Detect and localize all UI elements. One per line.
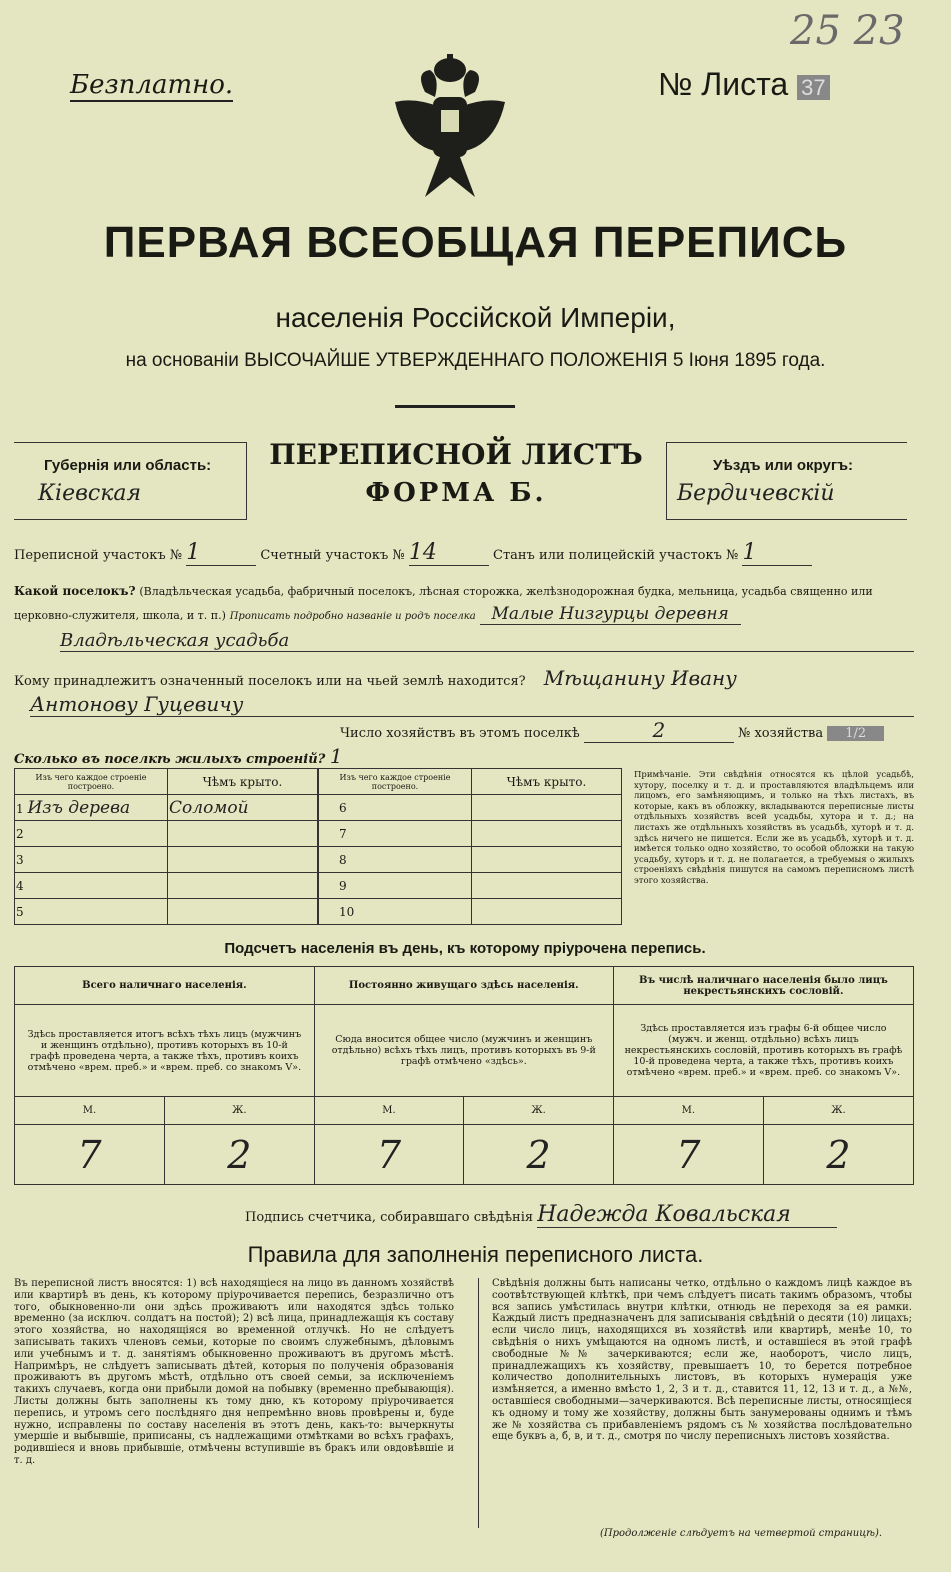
buildings-note: Примѣчаніе. Эти свѣдѣнія относятся къ цѣлой усадьбѣ, хутору, поселку и т. д. и проставляются владѣльцемъ или лицомъ, его замѣняющимъ, и только на тѣхъ листахъ, въ которые, какъ въ обложку, вкладываются переписные листы отдѣльныхъ хозяйствъ всей усадьбы, хутора и т. д.; на листахъ же отдѣльныхъ хозяйствъ въ усадьбѣ, хуторѣ и т. д. здѣсь ничего не пишется. Если же въ усадьбѣ, хуторѣ и т. д. имѣется только одно хозяйство, то особой обложки на такую усадьбу, хуторъ и т. д. не полагается, а требуемыя о жилыхъ строеніяхъ свѣдѣнія пишутся на самомъ переписномъ листѣ этого хозяйства. [634, 770, 914, 886]
continued-note: (Продолженіе слѣдуетъ на четвертой страницѣ). [600, 1528, 883, 1539]
rules-left: Въ переписной листъ вносятся: 1) всѣ находящіеся на лицо въ данномъ хозяйствѣ или квартирѣ въ день, къ которому пріурочивается перепись, безразлично отъ того, обыкновенно-ли они здѣсь проживаютъ или находятся здѣсь только временно (за исключ. солдатъ на постой); 2) всѣ лица, принадлежащія къ составу этого хозяйства, но находящіяся во временной отлучкѣ. Но не слѣдуетъ записывать такихъ членовъ семьи, которые по своимъ служебнымъ, дѣловымъ или учебнымъ и т. д. занятіямъ обыкновенно проживаютъ въ другомъ мѣстѣ. Напримѣръ, не слѣдуетъ записывать дѣтей, которыя по полученія образованія проживаютъ въ другомъ мѣстѣ, отдѣльно отъ своей семьи, за исключеніемъ такихъ случаевъ, когда они прибыли домой на побывку (временно пребывающія). Листы должны быть заполнены къ тому дню, къ которому пріурочивается перепись, и утромъ сего послѣдняго дня непремѣнно вновь провѣрены и, буде нужно, исправлены по составу населенія въ этотъ день, какъ-то: вычеркнуты умершіе и выбывшіе, приписаны, съ надлежащими отмѣтками во всѣхъ графахъ, родившіеся и вновь прибывшіе, отмѣчены вступившіе въ бракъ или овдовѣвшіе и т. д. [14, 1278, 454, 1466]
sheet-number [658, 66, 830, 103]
stan-value: 1 [742, 540, 812, 566]
buildings-line [14, 744, 550, 769]
page-subtitle: населенія Россійской Имперіи, [275, 302, 676, 333]
settlement-value-2: Владѣльческая усадьба [60, 630, 914, 652]
table-row: 9 [319, 873, 622, 899]
col-a-head: Всего наличнаго населенія. [15, 967, 315, 1005]
settlement-question: Какой поселокъ? [14, 584, 136, 598]
free-label: Безплатно. [70, 70, 234, 100]
roof-cell: Соломой [168, 795, 318, 821]
table-row: 8 [319, 847, 622, 873]
table-row: 4 [15, 873, 318, 899]
count-title: Подсчетъ населенія въ день, къ которому пріурочена перепись. [224, 940, 706, 957]
basis-line: на основаніи ВЫСОЧАЙШЕ УТВЕРЖДЕННАГО ПОЛОЖЕНІЯ 5 Іюня 1895 года. [125, 350, 826, 371]
table-row: 6 [319, 795, 622, 821]
table-row: 5 [15, 899, 318, 925]
guberniya-box [14, 442, 247, 520]
rules-right: Свѣдѣнія должны быть написаны четко, отдѣльно о каждомъ лицѣ каждое въ соотвѣтствующей клѣткѣ, при чемъ слѣдуетъ писать такимъ образомъ, чтобы вся запись умѣстилась внутри клѣтки, отнюдь не переходя за ея рамки. Каждый листъ предназначенъ для записыванія свѣдѣній о десяти (10) лицахъ; если число лицъ, находящихся въ хозяйствѣ или квартирѣ, менѣе 10, то свѣдѣнія о нихъ умѣщаются на одномъ листѣ, и оставшіеся въ этой графѣ свободные №№ зачеркиваются; если же, наоборотъ, число лицъ, принадлежащихъ къ хозяйству, превышаетъ 10, то берется потребное количество дополнительныхъ листовъ, въ которыхъ нумерація уже измѣняется, а именно вмѣсто 1, 2, 3 и т. д., ставится 11, 12, 13 и т. д., а №№, оставшіеся свободными—зачеркиваются. Всѣ переписные листы, относящіеся къ одному и тому же хозяйству, должны быть занумерованы однимъ и тѣмъ же № хозяйства съ прибавленіемъ рядомъ съ № хозяйства послѣдовательно еще буквъ а, б, в, и т. д., смотря по числу переписныхъ листовъ хозяйства. [492, 1278, 912, 1443]
sheet-number-value: 37 [797, 75, 829, 100]
divider [395, 405, 515, 408]
page-title: ПЕРВАЯ ВСЕОБЩАЯ ПЕРЕПИСЬ [103, 218, 848, 267]
buildings-value: 1 [330, 744, 550, 769]
bld-col-material: Изъ чего каждое строеніе построено. [15, 769, 168, 795]
settlement-hint: (Владѣльческая усадьба, фабричный поселокъ, лѣсная сторожка, желѣзнодорожная будка, мельница, усадьба священно или церковно-служителя, школа, и т. п.) [14, 585, 873, 622]
bld-col-roof: Чѣмъ крыто. [168, 769, 318, 795]
uezd-box [666, 442, 907, 520]
count-table [14, 966, 914, 1185]
signature-label: Подпись счетчика, собиравшаго свѣдѣнія [245, 1210, 534, 1225]
m-header: М. [613, 1097, 763, 1125]
owner-value-2: Антонову Гуцевичу [30, 692, 914, 717]
count-cell: 2 [763, 1125, 913, 1185]
census-area-label: Переписной участокъ № [14, 548, 183, 563]
count-cell: 7 [613, 1125, 763, 1185]
rules-divider [478, 1278, 479, 1528]
guberniya-value: Кіевская [38, 481, 142, 506]
bld-col-roof-r: Чѣмъ крыто. [472, 769, 622, 795]
count-cell: 2 [464, 1125, 614, 1185]
buildings-table-right [318, 768, 622, 925]
bld-col-material-r: Изъ чего каждое строеніе построено. [319, 769, 472, 795]
count-cell: 7 [314, 1125, 464, 1185]
count-cell: 2 [164, 1125, 314, 1185]
signature-line [245, 1202, 837, 1228]
owner-question [14, 666, 914, 690]
buildings-table-left [14, 768, 318, 925]
double-headed-eagle-icon [385, 52, 515, 202]
uezd-value: Бердичевскій [677, 481, 835, 506]
stan-label: Станъ или полицейскій участокъ № [493, 548, 739, 563]
households-label: Число хозяйствъ въ этомъ поселкѣ [340, 726, 580, 741]
areas-line [14, 540, 914, 566]
table-row: 2 [15, 821, 318, 847]
col-c-text: Здѣсь проставляется изъ графы 6-й общее число (мужч. и женщ. отдѣльно) всѣхъ лицъ некрестьянскихъ сословій, противъ которыхъ въ графѣ 10-й проведена черта, а также тѣхъ, противъ коихъ отмѣчено «врем. преб.» и «врем. преб. со знакомъ V». [613, 1005, 913, 1097]
households-value: 2 [584, 718, 734, 743]
settlement-block [14, 580, 914, 628]
form-subtitle: ФОРМА Б. [365, 478, 547, 508]
table-row: 3 [15, 847, 318, 873]
m-header: М. [15, 1097, 165, 1125]
table-row: 1 Изъ дерева Соломой [15, 795, 318, 821]
census-area-value: 1 [186, 540, 256, 566]
settlement-instruction: Прописать подробно названіе и родъ поселка [229, 611, 476, 622]
uezd-label: Уѣздъ или округъ: [713, 457, 854, 474]
archive-number: 25 23 [790, 8, 905, 54]
signature-value: Надежда Ковальская [537, 1202, 837, 1228]
col-a-text: Здѣсь проставляется итогъ всѣхъ тѣхъ лицъ (мужчинъ и женщинъ отдѣльно), противъ которыхъ въ 10-й графѣ проведена черта, а также тѣхъ, противъ коихъ отмѣчено «врем. преб.» и «врем. преб. со знакомъ V». [15, 1005, 315, 1097]
table-row: 7 [319, 821, 622, 847]
material-cell: Изъ дерева [27, 797, 131, 818]
m-header: М. [314, 1097, 464, 1125]
f-header: Ж. [464, 1097, 614, 1125]
household-no-label: № хозяйства [738, 726, 824, 741]
settlement-value-1: Малые Низгурцы деревня [480, 604, 741, 625]
col-b-head: Постоянно живущаго здѣсь населенія. [314, 967, 613, 1005]
sheet-number-label: № Листа [658, 66, 789, 102]
buildings-question: Сколько въ поселкѣ жилыхъ строеній? [14, 752, 326, 767]
rules-title: Правила для заполненія переписного листа. [247, 1242, 704, 1267]
count-area-value: 14 [409, 540, 489, 566]
col-c-head: Въ числѣ наличнаго населенія было лицъ некрестьянскихъ сословій. [613, 967, 913, 1005]
col-b-text: Сюда вносится общее число (мужчинъ и женщинъ отдѣльно) всѣхъ тѣхъ лицъ, противъ которыхъ въ 9-й графѣ отмѣчено «здѣсь». [314, 1005, 613, 1097]
household-no-value: 1/2 [827, 726, 884, 741]
households-line [340, 718, 914, 743]
f-header: Ж. [763, 1097, 913, 1125]
owner-question-text: Кому принадлежитъ означенный поселокъ или на чьей землѣ находится? [14, 674, 526, 689]
table-row: 10 [319, 899, 622, 925]
count-cell: 7 [15, 1125, 165, 1185]
count-area-label: Счетный участокъ № [260, 548, 405, 563]
f-header: Ж. [164, 1097, 314, 1125]
guberniya-label: Губернія или область: [44, 457, 212, 474]
form-title: ПЕРЕПИСНОЙ ЛИСТЪ [269, 438, 643, 471]
owner-value-1: Мѣщанину Ивану [543, 666, 737, 690]
